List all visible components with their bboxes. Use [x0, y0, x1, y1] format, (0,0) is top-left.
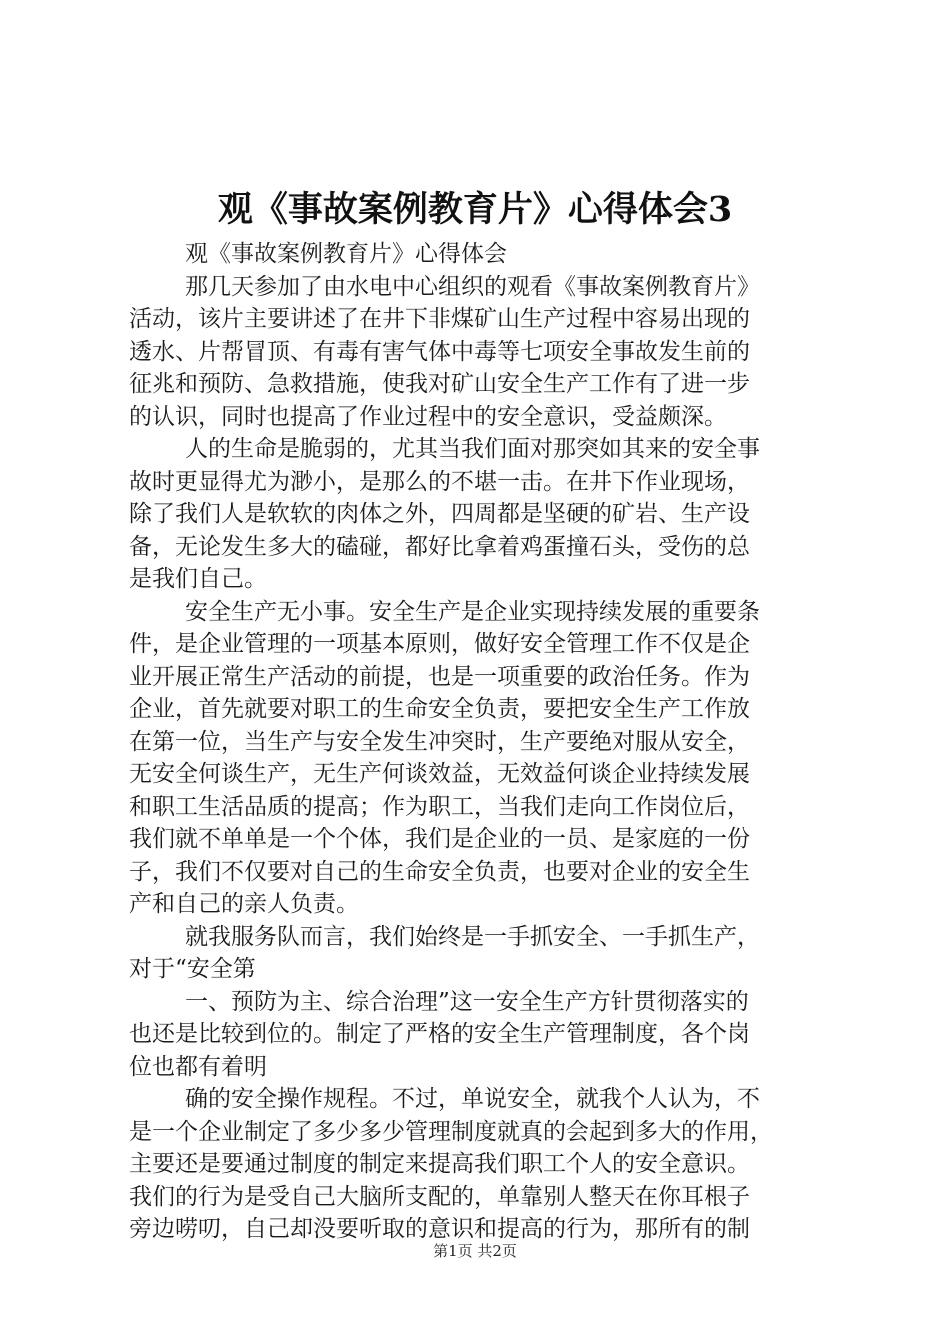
text-line: 产和自己的亲人负责。 — [129, 891, 359, 917]
text-line: 是我们自己。 — [129, 566, 267, 592]
text-line: 也还是比较到位的。制定了严格的安全生产管理制度，各个岗 — [129, 1021, 750, 1047]
text-line: 是一个企业制定了多少多少管理制度就真的会起到多大的作用， — [129, 1118, 773, 1145]
text-line: 无安全何谈生产，无生产何谈效益，无效益何谈企业持续发展 — [129, 761, 750, 787]
text-line: 安全生产无小事。安全生产是企业实现持续发展的重要条 — [185, 598, 760, 625]
text-line: 的认识，同时也提高了作业过程中的安全意识，受益颇深。 — [129, 403, 727, 430]
text-line: 旁边唠叨，自己却没要听取的意识和提高的行为，那所有的制 — [129, 1216, 750, 1242]
text-line: 确的安全操作规程。不过，单说安全，就我个人认为，不 — [185, 1086, 760, 1112]
text-line: 故时更显得尤为渺小，是那么的不堪一击。在井下作业现场， — [129, 468, 750, 495]
text-line: 对于“安全第 — [129, 956, 256, 982]
text-line: 活动，该片主要讲述了在井下非煤矿山生产过程中容易出现的 — [129, 306, 750, 332]
text-line: 在第一位，当生产与安全发生冲突时，生产要绝对服从安全， — [129, 728, 750, 755]
text-line: 业开展正常生产活动的前提，也是一项重要的政治任务。作为 — [129, 663, 750, 690]
text-line: 征兆和预防、急救措施，使我对矿山安全生产工作有了进一步 — [129, 371, 750, 397]
document-title: 观《事故案例教育片》心得体会3 — [217, 189, 733, 230]
text-line: 位也都有着明 — [129, 1053, 267, 1080]
text-line: 企业，首先就要对职工的生命安全负责，要把安全生产工作放 — [129, 696, 750, 722]
text-line: 备，无论发生多大的磕碰，都好比拿着鸡蛋撞石头，受伤的总 — [129, 533, 750, 560]
text-line: 那几天参加了由水电中心组织的观看《事故案例教育片》 — [185, 273, 760, 300]
text-line: 和职工生活品质的提高；作为职工，当我们走向工作岗位后， — [129, 793, 750, 820]
text-line: 一、预防为主、综合治理”这一安全生产方针贯彻落实的 — [185, 988, 749, 1015]
text-line: 就我服务队而言，我们始终是一手抓安全、一手抓生产， — [185, 923, 760, 950]
text-line: 我们就不单单是一个个体，我们是企业的一员、是家庭的一份 — [129, 826, 750, 852]
text-line: 件，是企业管理的一项基本原则，做好安全管理工作不仅是企 — [129, 631, 750, 657]
document-body — [129, 238, 833, 1246]
text-line: 我们的行为是受自己大脑所支配的，单靠别人整天在你耳根子 — [129, 1183, 750, 1210]
text-line: 观《事故案例教育片》心得体会 — [185, 241, 507, 267]
text-line: 人的生命是脆弱的，尤其当我们面对那突如其来的安全事 — [185, 436, 760, 462]
text-line: 除了我们人是软软的肉体之外，四周都是坚硬的矿岩、生产设 — [129, 501, 750, 527]
text-line: 透水、片帮冒顶、有毒有害气体中毒等七项安全事故发生前的 — [129, 338, 750, 365]
page-footer: 第1页 共2页 — [433, 1242, 517, 1260]
text-line: 子，我们不仅要对自己的生命安全负责，也要对企业的安全生 — [129, 858, 750, 885]
text-line: 主要还是要通过制度的制定来提高我们职工个人的安全意识。 — [129, 1151, 750, 1177]
